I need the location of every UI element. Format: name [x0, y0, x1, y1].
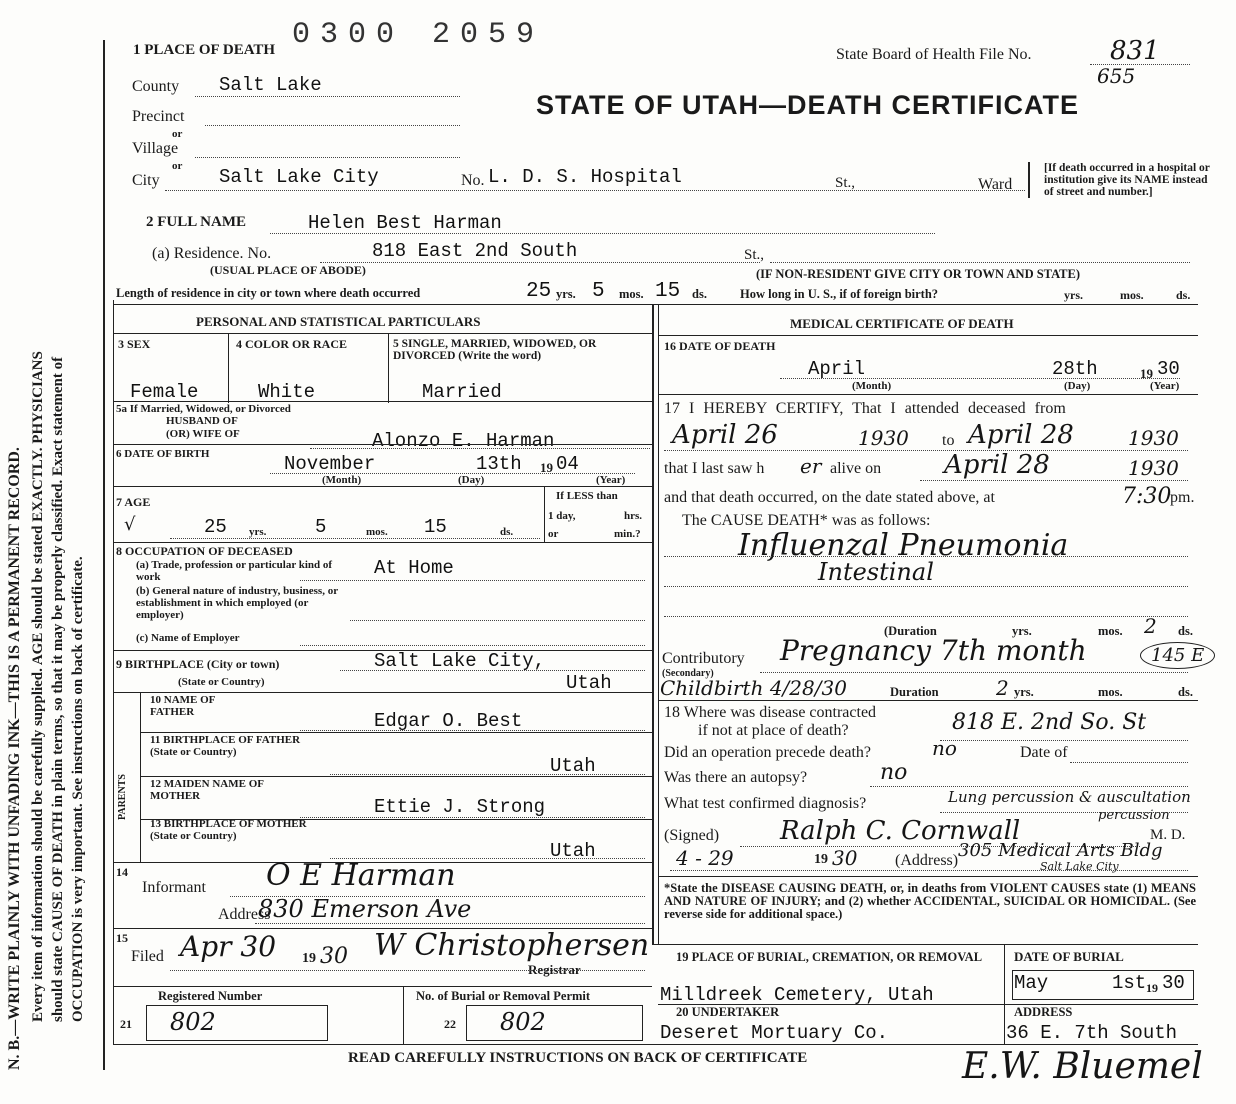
contributory-cause: Pregnancy 7th month — [780, 634, 1087, 667]
serial-number: 0300 2059 — [292, 18, 545, 52]
cause-of-death: Influenzal Pneumonia — [738, 528, 1069, 563]
death-year: 30 — [1157, 358, 1180, 380]
attended-from: April 26 — [672, 420, 778, 450]
margin-note-2: Every item of information should be carefully supplied. AGE should be stated EXACTLY. PHYSICIANS — [30, 351, 46, 1022]
medical-header: MEDICAL CERTIFICATE OF DEATH — [790, 316, 1014, 331]
full-name-value: Helen Best Harman — [308, 212, 502, 234]
registrar-signature: W Christophersen — [374, 928, 650, 963]
margin-note-1: N. B.—WRITE PLAINLY WITH UNFADING INK—THIS IS A PERMANENT RECORD. — [6, 447, 23, 1070]
place-of-death-label: 1 PLACE OF DEATH — [133, 42, 276, 58]
physician-address: 305 Medical Arts Bldg — [958, 840, 1163, 861]
informant-address: 830 Emerson Ave — [258, 895, 472, 923]
cause-footnote: *State the DISEASE CAUSING DEATH, or, in deaths from VIOLENT CAUSES state (1) MEANS AND NATURE OF INJURY; and (2) whether ACCIDENTAL, SUICIDAL OR HOMICIDAL. (See reverse side for additional space.) — [664, 881, 1196, 921]
contrib-circle: 145 E — [1140, 642, 1215, 669]
footer-instructions: READ CAREFULLY INSTRUCTIONS ON BACK OF CERTIFICATE — [348, 1050, 808, 1066]
autopsy-value: no — [880, 760, 908, 785]
file-no-secondary: 655 — [1097, 64, 1136, 88]
county-value: Salt Lake — [219, 74, 322, 96]
spouse-value: Alonzo E. Harman — [372, 430, 555, 452]
dob-year: 04 — [556, 453, 579, 475]
margin-note-3: should state CAUSE OF DEATH in plain terms, so that it may be properly classified. Exact statement of — [50, 356, 66, 1022]
city-label: City — [132, 172, 160, 189]
registered-number: 802 — [170, 1008, 216, 1036]
sex-value: Female — [130, 381, 199, 403]
full-name-label: 2 FULL NAME — [146, 214, 247, 230]
time-of-death: 7:30 — [1122, 484, 1172, 509]
death-day: 28th — [1052, 358, 1098, 380]
city-value: Salt Lake City — [219, 166, 379, 188]
precinct-label: Precinct — [132, 108, 185, 125]
hospital-value: L. D. S. Hospital — [488, 166, 682, 188]
signed-date: 4 - 29 — [676, 846, 734, 870]
color-value: White — [258, 381, 316, 403]
birthplace-city: Salt Lake City, — [374, 650, 546, 672]
personal-header: PERSONAL AND STATISTICAL PARTICULARS — [196, 314, 481, 329]
undertaker-address: 36 E. 7th South — [1006, 1022, 1178, 1044]
county-label: County — [132, 78, 180, 95]
file-no: 831 — [1110, 36, 1160, 66]
certificate-title: STATE OF UTAH—DEATH CERTIFICATE — [536, 90, 1079, 120]
last-seen-alive: April 28 — [944, 450, 1050, 480]
occupation-value: At Home — [374, 557, 454, 579]
village-label: Village — [132, 140, 179, 157]
mother-value: Ettie J. Strong — [374, 796, 546, 818]
attended-to: April 28 — [968, 420, 1074, 450]
burial-date: May — [1014, 972, 1049, 994]
father-bp: Utah — [550, 755, 596, 777]
undertaker: Deseret Mortuary Co. — [660, 1022, 889, 1044]
diagnosis-test: Lung percussion & auscultation — [948, 788, 1191, 806]
secondary-cause: Childbirth 4/28/30 — [660, 676, 847, 700]
operation-value: no — [932, 736, 957, 760]
cause-of-death-2: Intestinal — [818, 558, 934, 586]
age-ds: 15 — [424, 516, 447, 538]
death-certificate: N. B.—WRITE PLAINLY WITH UNFADING INK—THIS IS A PERMANENT RECORD. Every item of information should be carefully supplied. AGE should be stated EXACTLY. PHYSICIANS should state CAUSE OF DEATH in plain terms, so that it may be properly classified. Exact statement of OCCUPATION is very important. See instructions on back of certificate. 0300 2059 State Board of Health File No. 831 655 STATE OF UTAH—DEATH CERTIFICATE 1 PLACE OF DEATH County Salt Lake Precinct or Village or City Salt Lake City No. L. D. S. Hospital St., Ward [If death occurred in a hospital or institution give its NAME instead of street and number.] 2 FULL NAME Helen Best Harman (a) Residence. No. 818 East 2nd South St., (USUAL PLACE OF ABODE) (IF NON-RESIDENT GIVE CITY OR TOWN AND STATE) Length of residence in city or town where death occurred 25 yrs. 5 mos. 15 ds. How long in U. S., if of foreign birth? yrs. mos. ds. PERSONAL AND STATISTICAL PARTICULARS MEDICAL CERTIFICATE OF DEATH 3 SEX 4 COLOR OR RACE 5 SINGLE, MARRIED, WIDOWED, OR DIVORCED (Write the word) Female White Married 5a If Married, Widowed, or Divorced HUSBAND OF (OR) WIFE OF Alonzo E. Harman 6 DATE OF BIRTH November 13th 19 04 (Month) (Day) (Year) 7 AGE √ 25 yrs. 5 mos. 15 ds. If LESS than 1 day, hrs. or min.? 8 OCCUPATION OF DECEASED (a) Trade, profession or particular kind of work (b) General nature of industry, business, or establishment in which employed (or employer) (c) Name of Employer At Home 9 BIRTHPLACE (City or town) Salt Lake City, (State or Country) Utah PARENTS 10 NAME OF FATHER Edgar O. Best 11 BIRTHPLACE OF FATHER (State or Country) Utah 12 MAIDEN NAME OF MOTHER Ettie J. Strong 13 BIRTHPLACE OF MOTHER (State or Country) Utah 14 Informant O E Harman Address 830 Emerson Ave 15 Filed Apr 30 19 30 W Christophersen Registrar Registered Number No. of Burial or Removal Permit 21 802 22 802 16 DATE OF DEATH April 28th 19 30 (Month) (Day) (Year) 17 I HEREBY CERTIFY, That I attended deceased from April 26 1930 to April 28 1930 that I last saw h er alive on April 28 1930 and that death occurred, on the date stated above, at 7:30 pm. The CAUSE DEATH* was as follows: Influenzal Pneumonia Intestinal (Duration yrs. mos. 2 ds. Contributory Pregnancy 7th month 145 E Childbirth 4/28/30 (Secondary) Duration 2 yrs. mos. ds. 18 Where was disease contracted if not at place of death? 818 E. 2nd So. St Did an operation precede death? no Date of Was there an autopsy? no What test confirmed diagnosis? Lung percussion & auscultation percussion (Signed) Ralph C. Cornwall M. D. 4 - 29 19 30 (Address) 305 Medical Arts Bldg Salt Lake City *State the DISEASE CAUSING DEATH, or, in deaths from VIOLENT CAUSES state (1) MEANS AND NATURE OF INJURY; and (2) whether ACCIDENTAL, SUICIDAL OR HOMICIDAL. (See reverse side for additional space.) 19 PLACE OF BURIAL, CREMATION, OR REMOVAL Milldreek Cemetery, Utah DATE OF BURIAL May 1st 19 30 20 UNDERTAKER Deseret Mortuary Co. ADDRESS 36 E. 7th South READ CAREFULLY INSTRUCTIONS ON BACK OF CERTIFICATE E.W. Bluemel — [0, 0, 1236, 1104]
father-value: Edgar O. Best — [374, 710, 523, 732]
contracted-place: 818 E. 2nd So. St — [952, 710, 1147, 735]
file-no-label: State Board of Health File No. — [836, 46, 1032, 63]
physician-signature: Ralph C. Cornwall — [780, 816, 1021, 846]
informant-signature: O E Harman — [266, 858, 456, 893]
marital-value: Married — [422, 381, 502, 403]
residence-value: 818 East 2nd South — [372, 240, 578, 262]
burial-place: Milldreek Cemetery, Utah — [660, 984, 934, 1006]
margin-note-4: OCCUPATION is very important. See instructions on back of certificate. — [70, 556, 86, 1022]
dob-day: 13th — [476, 453, 522, 475]
filed-date: Apr 30 — [180, 930, 277, 963]
age-mos: 5 — [315, 516, 327, 538]
burial-permit-number: 802 — [500, 1008, 546, 1036]
birthplace-state: Utah — [566, 672, 612, 694]
dob-month: November — [284, 453, 376, 475]
mother-bp: Utah — [550, 840, 596, 862]
age-yrs: 25 — [204, 516, 227, 538]
deputy-signature: E.W. Bluemel — [962, 1046, 1203, 1087]
death-month: April — [808, 358, 866, 380]
hospital-note: [If death occurred in a hospital or institution give its NAME instead of street and number.] — [1028, 162, 1212, 198]
